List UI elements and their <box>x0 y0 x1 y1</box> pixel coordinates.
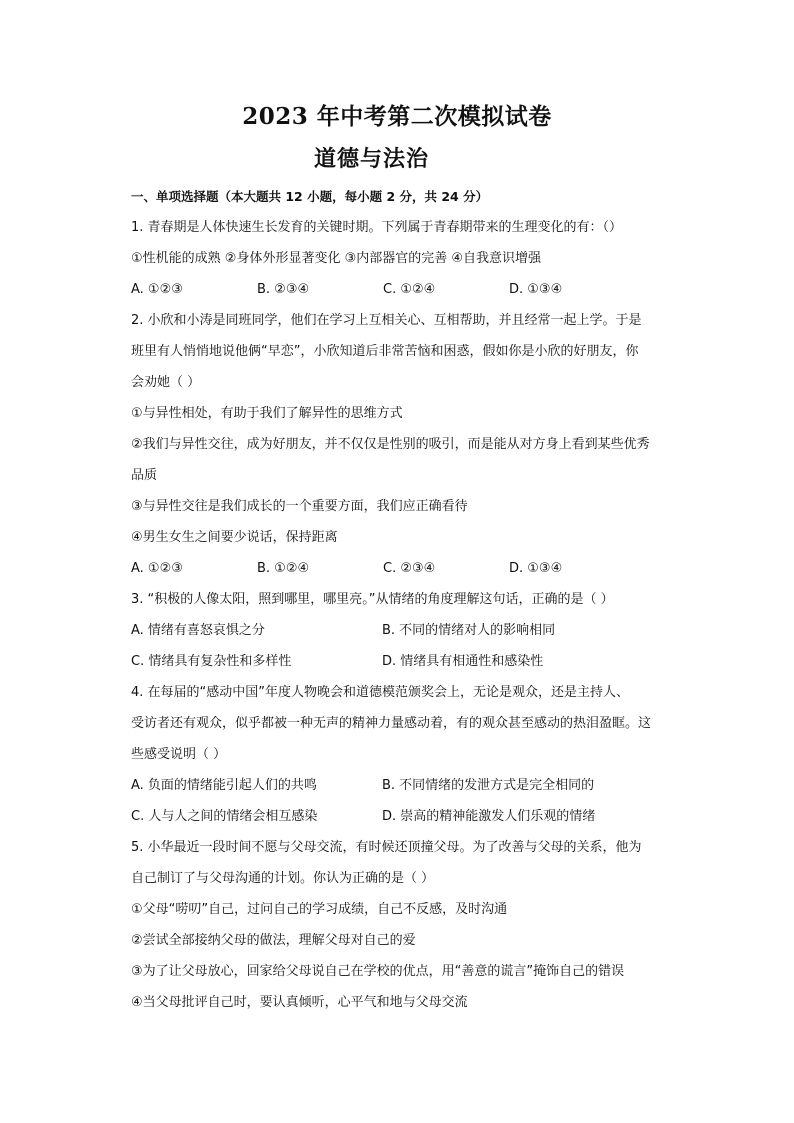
question-2-stem-line: 班里有人悄悄地说他俩“早恋”，小欣知道后非常苦恼和困惑，假如你是小欣的好朋友，你 <box>131 344 639 359</box>
option-d: D. ①③④ <box>509 561 563 576</box>
question-5-item: ④当父母批评自己时，要认真倾听，心平气和地与父母交流 <box>131 995 468 1010</box>
question-2-stem-line: 2. 小欣和小涛是同班同学，他们在学习上互相关心、互相帮助，并且经常一起上学。于是 <box>131 313 642 328</box>
question-4-stem-line: 些感受说明（ ） <box>131 747 227 762</box>
option-b: B. 不同的情绪对人的影响相同 <box>382 623 556 638</box>
option-a: A. 负面的情绪能引起人们的共鸣 <box>131 778 317 793</box>
option-c: C. ②③④ <box>383 561 436 576</box>
option-a: A. ①②③ <box>131 561 183 576</box>
question-1-items: ①性机能的成熟 ②身体外形显著变化 ③内部器官的完善 ④自我意识增强 <box>131 251 542 266</box>
option-b: B. ①②④ <box>257 561 310 576</box>
exam-title: 2023 年中考第二次模拟试卷 <box>242 103 552 130</box>
question-1-options <box>131 274 701 305</box>
section-heading: 一、单项选择题（本大题共 12 小题，每小题 2 分，共 24 分） <box>131 189 489 204</box>
question-4-options-row-1 <box>131 770 701 801</box>
question-1-stem: 1. 青春期是人体快速生长发育的关键时期。下列属于青春期带来的生理变化的有：（） <box>131 220 623 235</box>
option-c: C. 情绪具有复杂性和多样性 <box>131 654 292 669</box>
exam-content <box>131 181 701 1018</box>
option-a: A. ①②③ <box>131 282 183 297</box>
question-2-stem-line: 会劝她（ ） <box>131 375 201 390</box>
option-d: D. 情绪具有相通性和感染性 <box>382 654 544 669</box>
question-2-item: 品质 <box>131 468 158 483</box>
question-2-item: ①与异性相处，有助于我们了解异性的思维方式 <box>131 406 403 421</box>
question-3-stem: 3. “积极的人像太阳，照到哪里，哪里亮。”从情绪的角度理解这句话，正确的是（ ） <box>131 592 614 607</box>
question-3-options-row-1 <box>131 615 701 646</box>
option-d: D. 崇高的精神能激发人们乐观的情绪 <box>382 809 596 824</box>
question-4-stem-line: 4. 在每届的“感动中国”年度人物晚会和道德模范颁奖会上，无论是观众，还是主持人、 <box>131 685 630 700</box>
option-c: C. ①②④ <box>383 282 436 297</box>
option-b: B. 不同情绪的发泄方式是完全相同的 <box>382 778 595 793</box>
option-a: A. 情绪有喜怒哀惧之分 <box>131 623 265 638</box>
option-c: C. 人与人之间的情绪会相互感染 <box>131 809 318 824</box>
question-4-options-row-2 <box>131 801 701 832</box>
question-2-item: ②我们与异性交往，成为好朋友，并不仅仅是性别的吸引，而是能从对方身上看到某些优秀 <box>131 437 650 452</box>
question-5-item: ③为了让父母放心，回家给父母说自己在学校的优点，用“善意的谎言”掩饰自己的错误 <box>131 964 625 979</box>
option-d: D. ①③④ <box>509 282 563 297</box>
question-4-stem-line: 受访者还有观众，似乎都被一种无声的精神力量感动着，有的观众甚至感动的热泪盈眶。这 <box>131 716 652 731</box>
question-5-stem-line: 自己制订了与父母沟通的计划。你认为正确的是（ ） <box>131 871 435 886</box>
question-5-item: ①父母“唠叨”自己，过问自己的学习成绩，自己不反感，及时沟通 <box>131 902 508 917</box>
option-b: B. ②③④ <box>257 282 310 297</box>
subject-title: 道德与法治 <box>314 146 430 172</box>
question-3-options-row-2 <box>131 646 701 677</box>
question-5-item: ②尝试全部接纳父母的做法，理解父母对自己的爱 <box>131 933 416 948</box>
question-2-item: ③与异性交往是我们成长的一个重要方面，我们应正确看待 <box>131 499 468 514</box>
question-5-stem-line: 5. 小华最近一段时间不愿与父母交流，有时候还顶撞父母。为了改善与父母的关系，他为 <box>131 840 642 855</box>
question-2-options <box>131 553 701 584</box>
question-2-item: ④男生女生之间要少说话，保持距离 <box>131 530 338 545</box>
